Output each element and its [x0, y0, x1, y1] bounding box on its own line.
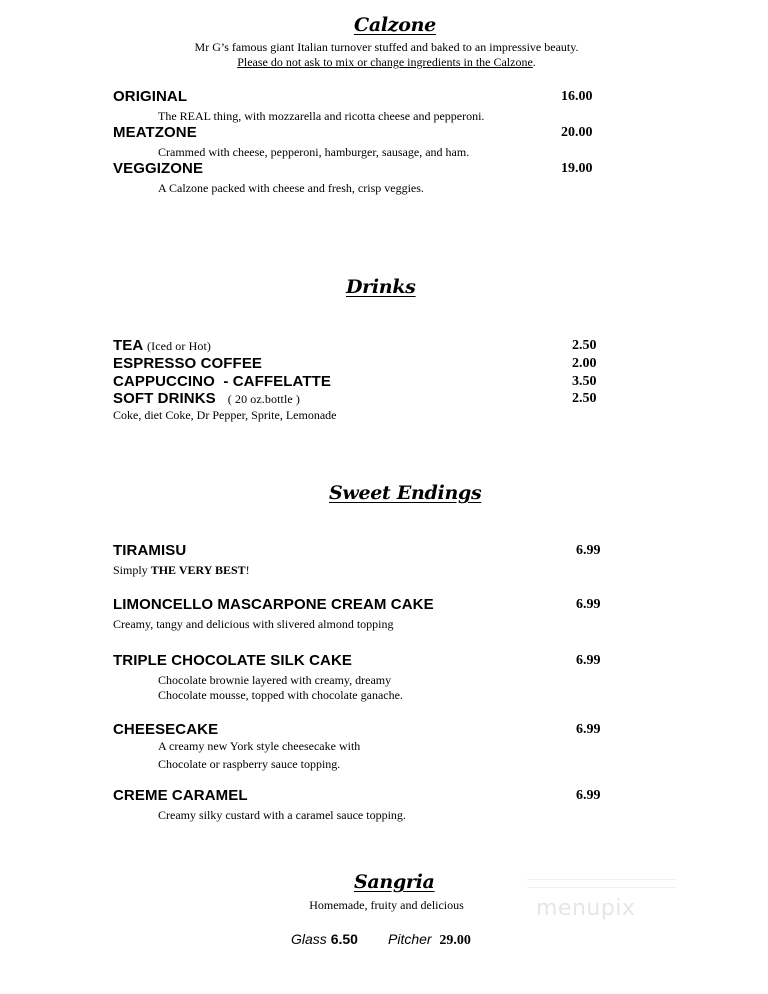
drink-price: 2.50 [572, 338, 597, 353]
dessert-name: TIRAMISU [113, 542, 187, 559]
drink-name: CAPPUCCINO - CAFFELATTE [113, 373, 331, 390]
menu-item-name: MEATZONE [113, 124, 197, 141]
menu-item-price: 19.00 [561, 161, 593, 176]
drink-name: ESPRESSO COFFEE [113, 355, 263, 372]
dessert-price: 6.99 [576, 543, 601, 558]
dessert-description: Chocolate or raspberry sauce topping. [158, 757, 341, 771]
dessert-description: Creamy silky custard with a caramel sauce topping. [158, 808, 406, 822]
sangria-heading: Sangria [354, 871, 435, 893]
drink-price: 2.00 [572, 356, 597, 371]
calzone-note: Please do not ask to mix or change ingredients in the Calzone. [237, 55, 536, 69]
dessert-description: Chocolate mousse, topped with chocolate ganache. [158, 688, 403, 702]
drinks-heading: Drinks [346, 276, 416, 298]
dessert-description: A creamy new York style cheesecake with [158, 739, 361, 753]
menu-item-name: VEGGIZONE [113, 160, 204, 177]
dessert-price: 6.99 [576, 788, 601, 803]
dessert-price: 6.99 [576, 653, 601, 668]
menu-item-description: Crammed with cheese, pepperoni, hamburger, sausage, and ham. [158, 145, 470, 159]
dessert-price: 6.99 [576, 722, 601, 737]
dessert-name: CREME CARAMEL [113, 787, 248, 804]
menu-item-description: The REAL thing, with mozzarella and ricotta cheese and pepperoni. [158, 109, 485, 123]
sangria-description: Homemade, fruity and delicious [309, 898, 464, 912]
watermark-logo: menupix [536, 896, 636, 921]
calzone-heading: Calzone [354, 14, 436, 36]
sangria-glass: Glass 6.50 [291, 931, 358, 947]
menu-item-price: 20.00 [561, 125, 593, 140]
menu-item-description: A Calzone packed with cheese and fresh, crisp veggies. [158, 181, 424, 195]
drink-price: 3.50 [572, 374, 597, 389]
dessert-description: Creamy, tangy and delicious with slivered almond topping [113, 617, 394, 631]
menu-item-name: ORIGINAL [113, 88, 188, 105]
dessert-name: CHEESECAKE [113, 721, 219, 738]
watermark-dots [527, 879, 677, 888]
dessert-description: Chocolate brownie layered with creamy, dreamy [158, 673, 392, 687]
sweet-endings-heading: Sweet Endings [329, 482, 482, 504]
calzone-intro: Mr G’s famous giant Italian turnover stuffed and baked to an impressive beauty. [194, 40, 579, 54]
drink-row: TEA (Iced or Hot) [113, 337, 211, 354]
dessert-price: 6.99 [576, 597, 601, 612]
dessert-description: Simply THE VERY BEST! [113, 563, 250, 577]
drink-row: SOFT DRINKS ( 20 oz.bottle ) [113, 390, 301, 407]
dessert-name: LIMONCELLO MASCARPONE CREAM CAKE [113, 596, 434, 613]
menu-item-price: 16.00 [561, 89, 593, 104]
dessert-name: TRIPLE CHOCOLATE SILK CAKE [113, 652, 352, 669]
drink-price: 2.50 [572, 391, 597, 406]
soft-drinks-list: Coke, diet Coke, Dr Pepper, Sprite, Lemonade [113, 408, 337, 422]
sangria-pitcher: Pitcher 29.00 [388, 931, 471, 948]
